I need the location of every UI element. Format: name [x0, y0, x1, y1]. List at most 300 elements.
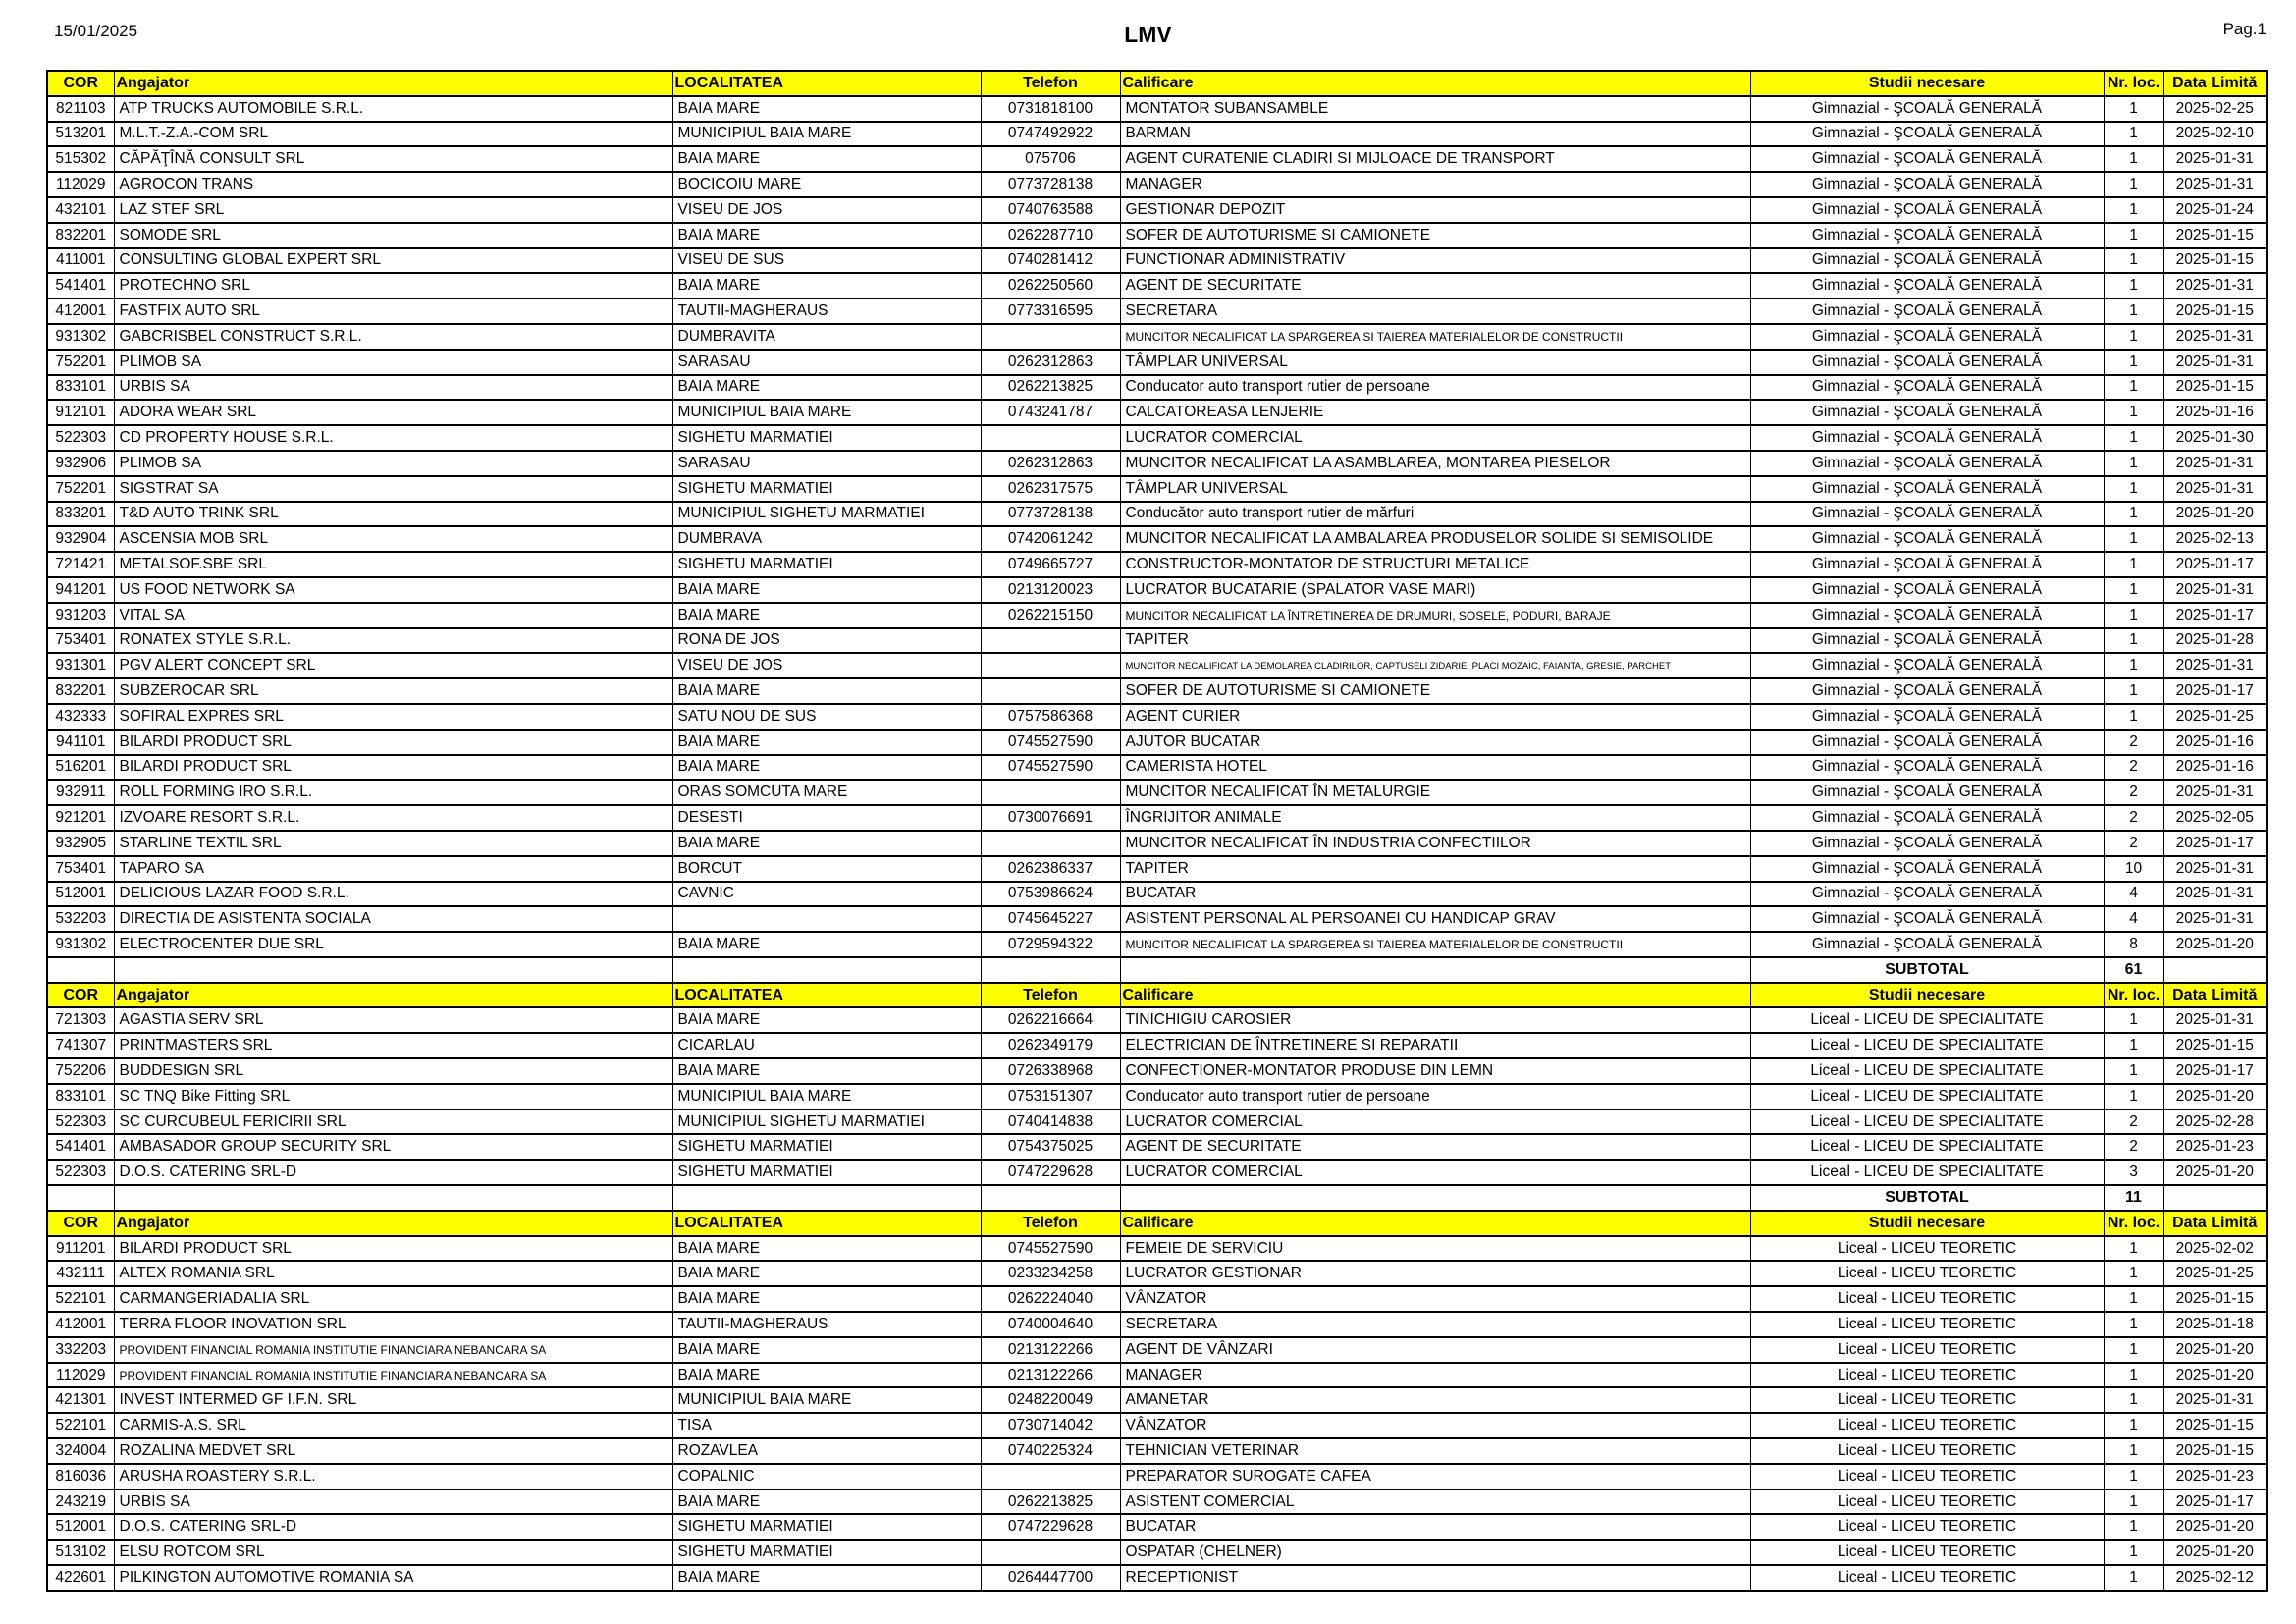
header-row — [47, 71, 2267, 96]
lmv-table — [46, 70, 2268, 1592]
calificare-cell: GESTIONAR DEPOZIT — [1120, 197, 1750, 223]
cor-cell: 513102 — [47, 1540, 114, 1565]
localitatea-cell: MUNICIPIUL BAIA MARE — [672, 1387, 981, 1413]
column-header: LOCALITATEA — [672, 71, 981, 96]
telefon-cell: 0742061242 — [981, 526, 1120, 552]
cor-cell: 541401 — [47, 273, 114, 298]
telefon-cell — [981, 831, 1120, 856]
subtotal-value: 11 — [2104, 1185, 2163, 1211]
localitatea-cell: TISA — [672, 1413, 981, 1438]
localitatea-cell: SIGHETU MARMATIEI — [672, 425, 981, 451]
column-header: COR — [47, 71, 114, 96]
calificare-cell: FUNCTIONAR ADMINISTRATIV — [1120, 248, 1750, 274]
angajator-cell: CARMIS-A.S. SRL — [114, 1413, 672, 1438]
localitatea-cell: DUMBRAVA — [672, 526, 981, 552]
data-limita-cell: 2025-01-31 — [2163, 172, 2267, 197]
telefon-cell: 0730714042 — [981, 1413, 1120, 1438]
localitatea-cell: TAUTII-MAGHERAUS — [672, 1312, 981, 1337]
studii-cell: Liceal - LICEU TEORETIC — [1750, 1540, 2104, 1565]
nrloc-cell: 4 — [2104, 906, 2163, 932]
telefon-cell: 0731818100 — [981, 96, 1120, 122]
angajator-cell: LAZ STEF SRL — [114, 197, 672, 223]
angajator-cell: VITAL SA — [114, 603, 672, 628]
studii-cell: Liceal - LICEU DE SPECIALITATE — [1750, 1033, 2104, 1058]
localitatea-cell: BAIA MARE — [672, 1565, 981, 1591]
empty-cell — [47, 957, 114, 983]
studii-cell: Liceal - LICEU DE SPECIALITATE — [1750, 1160, 2104, 1185]
localitatea-cell: BAIA MARE — [672, 1236, 981, 1262]
column-header: Data Limită — [2163, 1211, 2267, 1236]
nrloc-cell: 1 — [2104, 1286, 2163, 1312]
localitatea-cell: SARASAU — [672, 350, 981, 375]
studii-cell: Gimnazial - ŞCOALĂ GENERALĂ — [1750, 172, 2104, 197]
nrloc-cell: 1 — [2104, 451, 2163, 476]
nrloc-cell: 2 — [2104, 755, 2163, 781]
localitatea-cell: COPALNIC — [672, 1464, 981, 1489]
angajator-cell: AMBASADOR GROUP SECURITY SRL — [114, 1134, 672, 1160]
data-limita-cell: 2025-01-31 — [2163, 350, 2267, 375]
studii-cell: Liceal - LICEU TEORETIC — [1750, 1261, 2104, 1286]
studii-cell: Liceal - LICEU TEORETIC — [1750, 1387, 2104, 1413]
data-limita-cell: 2025-02-13 — [2163, 526, 2267, 552]
studii-cell: Liceal - LICEU DE SPECIALITATE — [1750, 1134, 2104, 1160]
calificare-cell: MONTATOR SUBANSAMBLE — [1120, 96, 1750, 122]
nrloc-cell: 1 — [2104, 122, 2163, 147]
table-row — [47, 1033, 2267, 1058]
telefon-cell — [981, 1464, 1120, 1489]
header-row — [47, 1211, 2267, 1236]
table-row — [47, 856, 2267, 882]
nrloc-cell: 1 — [2104, 1261, 2163, 1286]
angajator-cell: ROLL FORMING IRO S.R.L. — [114, 780, 672, 805]
telefon-cell: 0773316595 — [981, 298, 1120, 324]
data-limita-cell: 2025-01-17 — [2163, 678, 2267, 704]
angajator-cell: ALTEX ROMANIA SRL — [114, 1261, 672, 1286]
nrloc-cell: 1 — [2104, 1413, 2163, 1438]
angajator-cell: AGROCON TRANS — [114, 172, 672, 197]
localitatea-cell: BAIA MARE — [672, 1058, 981, 1084]
nrloc-cell: 1 — [2104, 96, 2163, 122]
studii-cell: Gimnazial - ŞCOALĂ GENERALĂ — [1750, 502, 2104, 527]
nrloc-cell: 1 — [2104, 172, 2163, 197]
table-row — [47, 653, 2267, 678]
data-limita-cell: 2025-02-25 — [2163, 96, 2267, 122]
calificare-cell: RECEPTIONIST — [1120, 1565, 1750, 1591]
table-row — [47, 1514, 2267, 1540]
localitatea-cell: MUNICIPIUL SIGHETU MARMATIEI — [672, 1110, 981, 1135]
studii-cell: Gimnazial - ŞCOALĂ GENERALĂ — [1750, 122, 2104, 147]
angajator-cell: CD PROPERTY HOUSE S.R.L. — [114, 425, 672, 451]
empty-cell — [114, 957, 672, 983]
data-limita-cell: 2025-02-02 — [2163, 1236, 2267, 1262]
localitatea-cell: SIGHETU MARMATIEI — [672, 552, 981, 577]
nrloc-cell: 1 — [2104, 400, 2163, 425]
nrloc-cell: 1 — [2104, 1033, 2163, 1058]
localitatea-cell: SIGHETU MARMATIEI — [672, 476, 981, 502]
cor-cell: 741307 — [47, 1033, 114, 1058]
calificare-cell: LUCRATOR COMERCIAL — [1120, 1160, 1750, 1185]
nrloc-cell: 2 — [2104, 831, 2163, 856]
localitatea-cell: ROZAVLEA — [672, 1438, 981, 1464]
angajator-cell: BILARDI PRODUCT SRL — [114, 755, 672, 781]
nrloc-cell: 2 — [2104, 805, 2163, 831]
angajator-cell: URBIS SA — [114, 375, 672, 401]
angajator-cell: DELICIOUS LAZAR FOOD S.R.L. — [114, 882, 672, 907]
telefon-cell: 0262349179 — [981, 1033, 1120, 1058]
angajator-cell: PGV ALERT CONCEPT SRL — [114, 653, 672, 678]
cor-cell: 522101 — [47, 1286, 114, 1312]
nrloc-cell: 3 — [2104, 1160, 2163, 1185]
telefon-cell: 0262386337 — [981, 856, 1120, 882]
angajator-cell: ELSU ROTCOM SRL — [114, 1540, 672, 1565]
telefon-cell: 0726338968 — [981, 1058, 1120, 1084]
calificare-cell: SECRETARA — [1120, 1312, 1750, 1337]
calificare-cell: MUNCITOR NECALIFICAT LA AMBALAREA PRODUSELOR SOLIDE SI SEMISOLIDE — [1120, 526, 1750, 552]
calificare-cell: MUNCITOR NECALIFICAT LA SPARGEREA SI TAIEREA MATERIALELOR DE CONSTRUCTII — [1120, 932, 1750, 957]
cor-cell: 522303 — [47, 1160, 114, 1185]
table-row — [47, 1337, 2267, 1363]
calificare-cell: Conducator auto transport rutier de persoane — [1120, 1084, 1750, 1110]
telefon-cell — [981, 1540, 1120, 1565]
localitatea-cell: BAIA MARE — [672, 932, 981, 957]
nrloc-cell: 1 — [2104, 197, 2163, 223]
angajator-cell: ASCENSIA MOB SRL — [114, 526, 672, 552]
calificare-cell: AGENT CURATENIE CLADIRI SI MIJLOACE DE TRANSPORT — [1120, 146, 1750, 172]
lmv-table-body — [47, 71, 2267, 1591]
table-row — [47, 1084, 2267, 1110]
nrloc-cell: 1 — [2104, 1540, 2163, 1565]
column-header: Studii necesare — [1750, 1211, 2104, 1236]
cor-cell: 512001 — [47, 882, 114, 907]
data-limita-cell: 2025-01-15 — [2163, 1033, 2267, 1058]
localitatea-cell: SIGHETU MARMATIEI — [672, 1514, 981, 1540]
data-limita-cell: 2025-02-10 — [2163, 122, 2267, 147]
localitatea-cell: MUNICIPIUL SIGHETU MARMATIEI — [672, 502, 981, 527]
nrloc-cell: 2 — [2104, 1134, 2163, 1160]
studii-cell: Gimnazial - ŞCOALĂ GENERALĂ — [1750, 552, 2104, 577]
cor-cell: 522303 — [47, 1110, 114, 1135]
studii-cell: Gimnazial - ŞCOALĂ GENERALĂ — [1750, 197, 2104, 223]
empty-cell — [1120, 957, 1750, 983]
cor-cell: 941201 — [47, 577, 114, 603]
column-header: Nr. loc. — [2104, 1211, 2163, 1236]
cor-cell: 411001 — [47, 248, 114, 274]
cor-cell: 921201 — [47, 805, 114, 831]
data-limita-cell: 2025-01-31 — [2163, 780, 2267, 805]
data-limita-cell: 2025-01-31 — [2163, 906, 2267, 932]
table-row — [47, 704, 2267, 730]
cor-cell: 753401 — [47, 628, 114, 654]
cor-cell: 833101 — [47, 375, 114, 401]
report-date: 15/01/2025 — [54, 22, 138, 40]
cor-cell: 421301 — [47, 1387, 114, 1413]
angajator-cell: ELECTROCENTER DUE SRL — [114, 932, 672, 957]
localitatea-cell: ORAS SOMCUTA MARE — [672, 780, 981, 805]
cor-cell: 821103 — [47, 96, 114, 122]
data-limita-cell: 2025-01-16 — [2163, 400, 2267, 425]
empty-cell — [47, 1185, 114, 1211]
calificare-cell: BUCATAR — [1120, 1514, 1750, 1540]
calificare-cell: CONSTRUCTOR-MONTATOR DE STRUCTURI METALICE — [1120, 552, 1750, 577]
cor-cell: 816036 — [47, 1464, 114, 1489]
nrloc-cell: 1 — [2104, 603, 2163, 628]
data-limita-cell: 2025-01-20 — [2163, 1363, 2267, 1388]
cor-cell: 432111 — [47, 1261, 114, 1286]
studii-cell: Gimnazial - ŞCOALĂ GENERALĂ — [1750, 451, 2104, 476]
telefon-cell: 0264447700 — [981, 1565, 1120, 1591]
table-row — [47, 831, 2267, 856]
studii-cell: Gimnazial - ŞCOALĂ GENERALĂ — [1750, 856, 2104, 882]
data-limita-cell: 2025-01-15 — [2163, 223, 2267, 248]
data-limita-cell: 2025-01-31 — [2163, 1387, 2267, 1413]
angajator-cell: METALSOF.SBE SRL — [114, 552, 672, 577]
empty-cell — [1120, 1185, 1750, 1211]
telefon-cell: 0743241787 — [981, 400, 1120, 425]
localitatea-cell: CICARLAU — [672, 1033, 981, 1058]
nrloc-cell: 1 — [2104, 1337, 2163, 1363]
column-header: Telefon — [981, 983, 1120, 1008]
angajator-cell: BILARDI PRODUCT SRL — [114, 730, 672, 755]
table-row — [47, 400, 2267, 425]
calificare-cell: OSPATAR (CHELNER) — [1120, 1540, 1750, 1565]
studii-cell: Gimnazial - ŞCOALĂ GENERALĂ — [1750, 704, 2104, 730]
angajator-cell: D.O.S. CATERING SRL-D — [114, 1514, 672, 1540]
localitatea-cell: SIGHETU MARMATIEI — [672, 1540, 981, 1565]
calificare-cell: MANAGER — [1120, 1363, 1750, 1388]
telefon-cell: 0262312863 — [981, 350, 1120, 375]
header-row — [47, 983, 2267, 1008]
studii-cell: Gimnazial - ŞCOALĂ GENERALĂ — [1750, 678, 2104, 704]
angajator-cell: PRINTMASTERS SRL — [114, 1033, 672, 1058]
angajator-cell: SUBZEROCAR SRL — [114, 678, 672, 704]
table-row — [47, 1261, 2267, 1286]
calificare-cell: AJUTOR BUCATAR — [1120, 730, 1750, 755]
studii-cell: Gimnazial - ŞCOALĂ GENERALĂ — [1750, 400, 2104, 425]
data-limita-cell: 2025-01-25 — [2163, 704, 2267, 730]
column-header: Calificare — [1120, 983, 1750, 1008]
nrloc-cell: 1 — [2104, 476, 2163, 502]
nrloc-cell: 1 — [2104, 273, 2163, 298]
calificare-cell: TAPITER — [1120, 856, 1750, 882]
calificare-cell: AGENT DE SECURITATE — [1120, 273, 1750, 298]
nrloc-cell: 1 — [2104, 425, 2163, 451]
calificare-cell: PREPARATOR SUROGATE CAFEA — [1120, 1464, 1750, 1489]
data-limita-cell: 2025-01-30 — [2163, 425, 2267, 451]
column-header: Angajator — [114, 983, 672, 1008]
cor-cell: 931203 — [47, 603, 114, 628]
localitatea-cell: BAIA MARE — [672, 223, 981, 248]
data-limita-cell: 2025-01-31 — [2163, 653, 2267, 678]
localitatea-cell: BAIA MARE — [672, 1007, 981, 1033]
telefon-cell: 0729594322 — [981, 932, 1120, 957]
localitatea-cell: BAIA MARE — [672, 1286, 981, 1312]
localitatea-cell: BAIA MARE — [672, 755, 981, 781]
telefon-cell: 0740225324 — [981, 1438, 1120, 1464]
localitatea-cell: SARASAU — [672, 451, 981, 476]
angajator-cell: PROVIDENT FINANCIAL ROMANIA INSTITUTIE FINANCIARA NEBANCARA SA — [114, 1337, 672, 1363]
cor-cell: 833201 — [47, 502, 114, 527]
localitatea-cell — [672, 906, 981, 932]
angajator-cell: SOFIRAL EXPRES SRL — [114, 704, 672, 730]
telefon-cell — [981, 324, 1120, 350]
data-limita-cell: 2025-01-31 — [2163, 273, 2267, 298]
calificare-cell: Conducator auto transport rutier de persoane — [1120, 375, 1750, 401]
calificare-cell: Conducător auto transport rutier de mărfuri — [1120, 502, 1750, 527]
telefon-cell: 0745527590 — [981, 755, 1120, 781]
cor-cell: 932906 — [47, 451, 114, 476]
page-number: Pag.1 — [2222, 20, 2267, 38]
table-row — [47, 1236, 2267, 1262]
angajator-cell: AGASTIA SERV SRL — [114, 1007, 672, 1033]
telefon-cell: 0740414838 — [981, 1110, 1120, 1135]
data-limita-cell: 2025-01-31 — [2163, 146, 2267, 172]
studii-cell: Gimnazial - ŞCOALĂ GENERALĂ — [1750, 780, 2104, 805]
cor-cell: 832201 — [47, 678, 114, 704]
data-limita-cell: 2025-01-15 — [2163, 248, 2267, 274]
data-limita-cell: 2025-01-20 — [2163, 1514, 2267, 1540]
nrloc-cell: 1 — [2104, 1312, 2163, 1337]
angajator-cell: BILARDI PRODUCT SRL — [114, 1236, 672, 1262]
localitatea-cell: BAIA MARE — [672, 1261, 981, 1286]
localitatea-cell: BAIA MARE — [672, 375, 981, 401]
calificare-cell: ASISTENT COMERCIAL — [1120, 1489, 1750, 1515]
telefon-cell: 0262250560 — [981, 273, 1120, 298]
calificare-cell: MUNCITOR NECALIFICAT ÎN INDUSTRIA CONFECTIILOR — [1120, 831, 1750, 856]
studii-cell: Gimnazial - ŞCOALĂ GENERALĂ — [1750, 298, 2104, 324]
table-row — [47, 1387, 2267, 1413]
nrloc-cell: 1 — [2104, 1489, 2163, 1515]
table-row — [47, 805, 2267, 831]
cor-cell: 522303 — [47, 425, 114, 451]
cor-cell: 721421 — [47, 552, 114, 577]
angajator-cell: ADORA WEAR SRL — [114, 400, 672, 425]
table-row — [47, 526, 2267, 552]
calificare-cell: LUCRATOR GESTIONAR — [1120, 1261, 1750, 1286]
data-limita-cell: 2025-01-20 — [2163, 1084, 2267, 1110]
studii-cell: Gimnazial - ŞCOALĂ GENERALĂ — [1750, 603, 2104, 628]
angajator-cell: US FOOD NETWORK SA — [114, 577, 672, 603]
cor-cell: 931302 — [47, 932, 114, 957]
localitatea-cell: BAIA MARE — [672, 96, 981, 122]
calificare-cell: MUNCITOR NECALIFICAT ÎN METALURGIE — [1120, 780, 1750, 805]
nrloc-cell: 1 — [2104, 298, 2163, 324]
column-header: Telefon — [981, 71, 1120, 96]
telefon-cell: 0262224040 — [981, 1286, 1120, 1312]
table-row — [47, 248, 2267, 274]
subtotal-label: SUBTOTAL — [1750, 957, 2104, 983]
table-row — [47, 375, 2267, 401]
studii-cell: Liceal - LICEU TEORETIC — [1750, 1489, 2104, 1515]
studii-cell: Gimnazial - ŞCOALĂ GENERALĂ — [1750, 628, 2104, 654]
localitatea-cell: SATU NOU DE SUS — [672, 704, 981, 730]
calificare-cell: FEMEIE DE SERVICIU — [1120, 1236, 1750, 1262]
table-row — [47, 1464, 2267, 1489]
localitatea-cell: BAIA MARE — [672, 577, 981, 603]
cor-cell: 432333 — [47, 704, 114, 730]
data-limita-cell: 2025-02-28 — [2163, 1110, 2267, 1135]
table-row — [47, 451, 2267, 476]
table-row — [47, 1110, 2267, 1135]
nrloc-cell: 2 — [2104, 780, 2163, 805]
column-header: LOCALITATEA — [672, 983, 981, 1008]
telefon-cell: 075706 — [981, 146, 1120, 172]
nrloc-cell: 8 — [2104, 932, 2163, 957]
subtotal-value: 61 — [2104, 957, 2163, 983]
table-row — [47, 552, 2267, 577]
nrloc-cell: 1 — [2104, 502, 2163, 527]
studii-cell: Liceal - LICEU TEORETIC — [1750, 1514, 2104, 1540]
data-limita-cell: 2025-01-31 — [2163, 577, 2267, 603]
cor-cell: 412001 — [47, 298, 114, 324]
localitatea-cell: VISEU DE SUS — [672, 248, 981, 274]
cor-cell: 332203 — [47, 1337, 114, 1363]
calificare-cell: TEHNICIAN VETERINAR — [1120, 1438, 1750, 1464]
table-row — [47, 273, 2267, 298]
table-row — [47, 476, 2267, 502]
calificare-cell: MANAGER — [1120, 172, 1750, 197]
cor-cell: 931302 — [47, 324, 114, 350]
cor-cell: 932911 — [47, 780, 114, 805]
calificare-cell: AGENT DE SECURITATE — [1120, 1134, 1750, 1160]
telefon-cell: 0730076691 — [981, 805, 1120, 831]
studii-cell: Liceal - LICEU TEORETIC — [1750, 1438, 2104, 1464]
localitatea-cell: MUNICIPIUL BAIA MARE — [672, 122, 981, 147]
data-limita-cell: 2025-01-31 — [2163, 324, 2267, 350]
angajator-cell: RONATEX STYLE S.R.L. — [114, 628, 672, 654]
angajator-cell: CĂPĂŢÎNĂ CONSULT SRL — [114, 146, 672, 172]
calificare-cell: LUCRATOR BUCATARIE (SPALATOR VASE MARI) — [1120, 577, 1750, 603]
localitatea-cell: BAIA MARE — [672, 603, 981, 628]
data-limita-cell: 2025-01-18 — [2163, 1312, 2267, 1337]
column-header: Nr. loc. — [2104, 71, 2163, 96]
localitatea-cell: MUNICIPIUL BAIA MARE — [672, 1084, 981, 1110]
angajator-cell: STARLINE TEXTIL SRL — [114, 831, 672, 856]
angajator-cell: M.L.T.-Z.A.-COM SRL — [114, 122, 672, 147]
angajator-cell: CONSULTING GLOBAL EXPERT SRL — [114, 248, 672, 274]
studii-cell: Gimnazial - ŞCOALĂ GENERALĂ — [1750, 577, 2104, 603]
table-row — [47, 1160, 2267, 1185]
angajator-cell: TAPARO SA — [114, 856, 672, 882]
nrloc-cell: 2 — [2104, 730, 2163, 755]
cor-cell: 515302 — [47, 146, 114, 172]
cor-cell: 752201 — [47, 476, 114, 502]
data-limita-cell: 2025-01-17 — [2163, 552, 2267, 577]
telefon-cell: 0262215150 — [981, 603, 1120, 628]
table-row — [47, 1565, 2267, 1591]
localitatea-cell: DESESTI — [672, 805, 981, 831]
table-row — [47, 1438, 2267, 1464]
table-row — [47, 628, 2267, 654]
table-row — [47, 1540, 2267, 1565]
studii-cell: Gimnazial - ŞCOALĂ GENERALĂ — [1750, 805, 2104, 831]
studii-cell: Gimnazial - ŞCOALĂ GENERALĂ — [1750, 248, 2104, 274]
localitatea-cell: CAVNIC — [672, 882, 981, 907]
data-limita-cell: 2025-02-12 — [2163, 1565, 2267, 1591]
calificare-cell: MUNCITOR NECALIFICAT LA ÎNTRETINEREA DE DRUMURI, SOSELE, PODURI, BARAJE — [1120, 603, 1750, 628]
telefon-cell — [981, 653, 1120, 678]
studii-cell: Liceal - LICEU TEORETIC — [1750, 1413, 2104, 1438]
column-header: Studii necesare — [1750, 71, 2104, 96]
studii-cell: Gimnazial - ŞCOALĂ GENERALĂ — [1750, 223, 2104, 248]
nrloc-cell: 1 — [2104, 1084, 2163, 1110]
cor-cell: 112029 — [47, 172, 114, 197]
data-limita-cell: 2025-01-15 — [2163, 375, 2267, 401]
table-row — [47, 678, 2267, 704]
table-row — [47, 324, 2267, 350]
nrloc-cell: 1 — [2104, 350, 2163, 375]
studii-cell: Liceal - LICEU DE SPECIALITATE — [1750, 1007, 2104, 1033]
angajator-cell: ROZALINA MEDVET SRL — [114, 1438, 672, 1464]
